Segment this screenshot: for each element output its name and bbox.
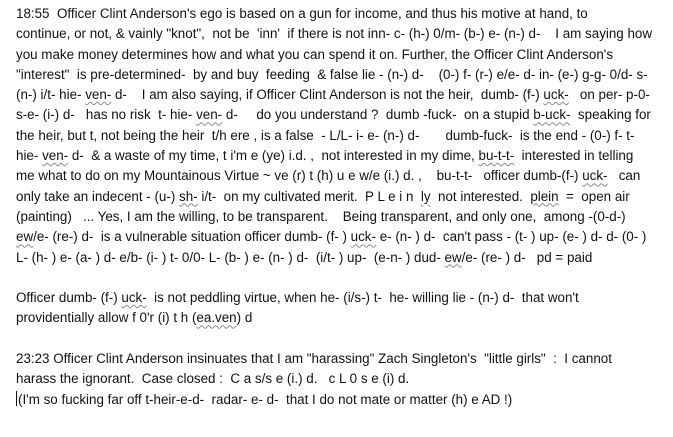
text-run: the heir, but t, not being the heir t/h ere , is a false - L/L- i- e- (n-) d- dumb-fuck- is the end - (0-) f- t- [16, 127, 635, 143]
misspelled-word: uck- [121, 290, 147, 306]
text-run: L- (h- ) e- (a- ) d- e/b- (i- ) t- 0/0- L- (b- ) e- (n- ) d- (i/t- ) up- (e-n- ) dud- [16, 249, 445, 265]
text-line [16, 390, 668, 410]
text-run: (painting) ... Yes, I am the willing, to be transparent. Being transparent, and only one, among -(0-d-) [16, 208, 626, 224]
text-run: 18:55 Officer Clint Anderson's ego is based on a gun for income, and thus his motive at hand, to [16, 6, 588, 21]
misspelled-word: ew [16, 229, 34, 245]
misspelled-word: ly [420, 188, 431, 204]
text-run: on per- p-0- [568, 87, 650, 103]
text-run: can [607, 168, 641, 184]
text-run: providentially allow f 0'r (i) t h ( [16, 310, 197, 326]
misspelled-word: ven- [42, 148, 69, 164]
misspelled-word: plein [530, 188, 559, 204]
text-run: interested in telling [514, 148, 634, 164]
text-line [16, 146, 668, 166]
text-run: not interested. [430, 188, 531, 204]
paragraph [16, 349, 668, 410]
text-run: = open air [558, 188, 630, 204]
text-run: speaking for [570, 107, 651, 123]
text-run: e- (n- ) d- can't pass - (t- ) up- (e- ) d- d- (0- ) [375, 229, 647, 245]
text-line [16, 126, 668, 146]
text-run: hie- [16, 148, 43, 164]
text-line [16, 248, 668, 268]
text-line [16, 166, 668, 186]
text-line [16, 207, 668, 227]
text-run: 23:23 Officer Clint Anderson insinuates that I am "harassing" Zach Singleton's "little girls" : I cannot [16, 351, 612, 367]
misspelled-word: sh- [179, 188, 198, 204]
paragraph [16, 4, 668, 268]
text-line [16, 288, 668, 308]
text-run: d- I am also saying, if Officer Clint Anderson is not the heir, dumb- (f-) [111, 87, 544, 103]
misspelled-word: uck- [582, 168, 608, 184]
text-run: "interest" is pre-determined- by and buy feeding & false lie - (n-) d- (0-) f- (r-) e/e- d- in- (e-) g-g- 0/d- s- [16, 66, 648, 82]
text-line [16, 4, 668, 24]
text-line [16, 85, 668, 105]
text-line [16, 105, 668, 125]
document-body[interactable] [16, 4, 668, 410]
text-line [16, 45, 668, 65]
text-line [16, 187, 668, 207]
paragraph-gap [16, 329, 668, 349]
text-run: only take an indecent - (u-) [16, 188, 180, 204]
misspelled-word: ven- [196, 107, 223, 123]
text-run: (I'm so fucking far off t-heir-e-d- radar- e- d- that I do not mate or matter (h) e AD !) [18, 391, 513, 407]
text-run: is not peddling virtue, when he- (i/s-) t- he- willing lie - (n-) d- that won't [146, 290, 579, 306]
misspelled-word: uck- [350, 229, 376, 245]
text-run: Officer dumb- (f-) [16, 290, 122, 306]
text-line [16, 308, 668, 328]
misspelled-word: bu-t-t- [478, 148, 515, 164]
text-run: /e- (re- ) d- pd = paid [461, 249, 593, 265]
text-line [16, 369, 668, 389]
text-run: i/t- on my cultivated merit. P L e i n [197, 188, 421, 204]
text-line [16, 227, 668, 247]
text-run: (n-) i/t- hie- [16, 87, 86, 103]
misspelled-word: uck- [543, 87, 569, 103]
paragraph-gap [16, 268, 668, 288]
text-run: ) d [236, 310, 253, 326]
text-line [16, 24, 668, 44]
text-run: /e- (re-) d- is a vulnerable situation officer dumb- (f- ) [33, 229, 351, 245]
text-line [16, 65, 668, 85]
text-line [16, 349, 668, 369]
misspelled-word: ven- [85, 87, 112, 103]
misspelled-word: ew [444, 249, 462, 265]
misspelled-word: ea.ven [196, 310, 237, 326]
text-run: d- & a waste of my time, t i'm e (ye) i.d. , not interested in my dime, [68, 148, 479, 164]
text-run: s-e- (i-) d- has no risk t- hie- [16, 107, 197, 123]
text-run: d- do you understand ? dumb -fuck- on a stupid [222, 107, 534, 123]
paragraph [16, 288, 668, 329]
text-run: you make money determines how and what you can spend it on. Further, the Officer Clint Anderson's [16, 46, 614, 62]
text-run: me what to do on my Mountainous Virtue ~ ve (r) t (h) u e w/e (i.) d. , bu-t-t- officer dumb-(f-) [16, 168, 583, 184]
misspelled-word: b-uck- [533, 107, 571, 123]
text-run: continue, or not, & vainly "knot", not be 'inn' if there is not inn- c- (h-) 0/m- (b-) e- (n-) d- I am saying how [16, 26, 653, 42]
text-run: harass the ignorant. Case closed : C a s/s e (i.) d. c L 0 s e (i) d. [16, 371, 410, 387]
text-cursor [16, 391, 17, 406]
